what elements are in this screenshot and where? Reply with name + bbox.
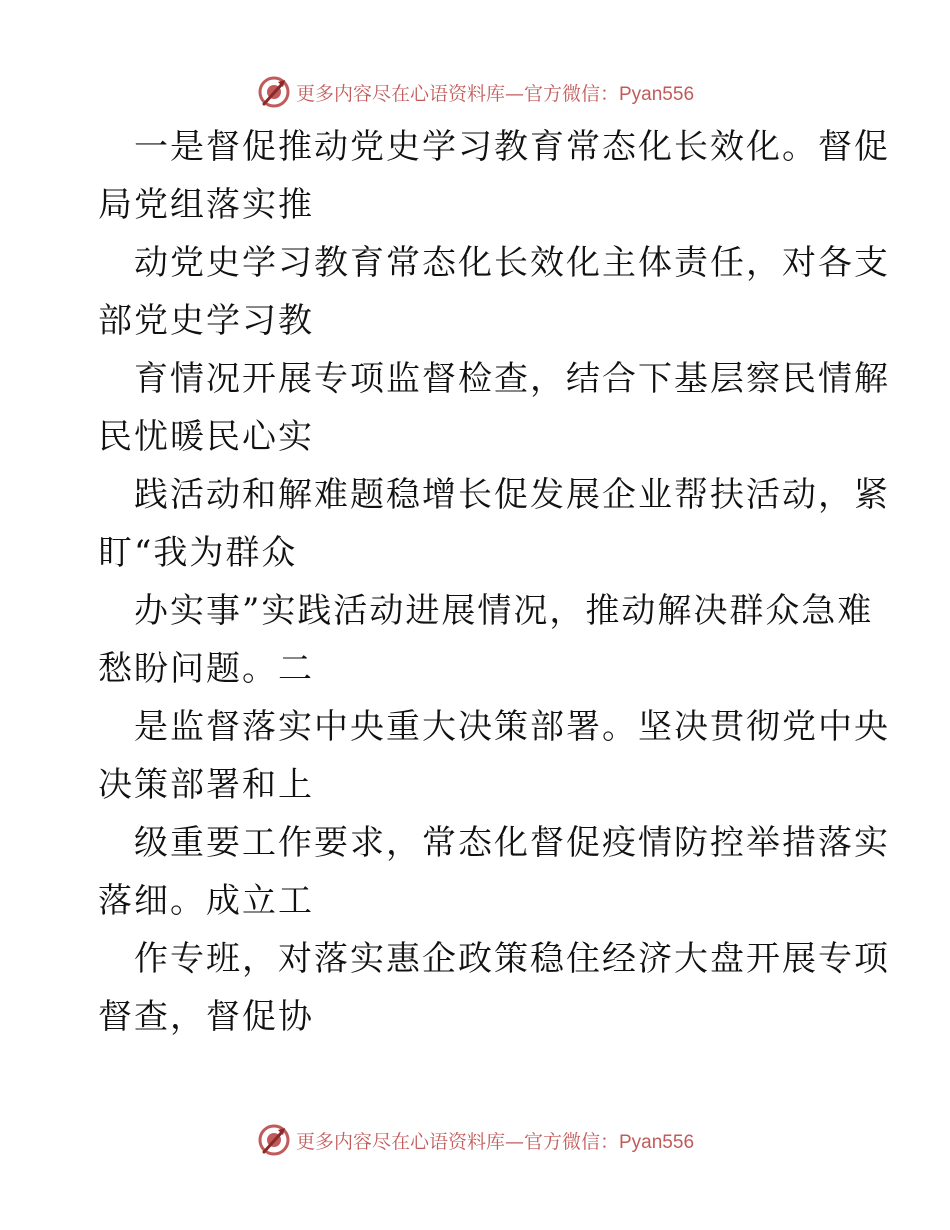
header-watermark-id: Pyan556: [619, 83, 695, 105]
body-line: 决策部署和上: [98, 765, 314, 805]
body-line: 民忧暖民心实: [98, 417, 314, 457]
body-line: 办实事”实践活动进展情况，推动解决群众急难: [134, 591, 874, 631]
body-line: 盯“我为群众: [98, 533, 298, 573]
footer-watermark-text: 更多内容尽在心语资料库—官方微信：Pyan556: [295, 1130, 695, 1153]
body-line: 督查，督促协: [98, 997, 314, 1037]
body-line: 育情况开展专项监督检查，结合下基层察民情解: [134, 359, 890, 399]
header-watermark-text: 更多内容尽在心语资料库—官方微信：Pyan556: [295, 82, 695, 105]
body-line: 一是督促推动党史学习教育常态化长效化。督促: [134, 127, 890, 167]
body-line: 践活动和解难题稳增长促发展企业帮扶活动，紧: [134, 475, 890, 515]
body-line: 愁盼问题。二: [98, 649, 314, 689]
header-watermark: [0, 72, 950, 112]
body-line: 落细。成立工: [98, 881, 314, 921]
body-line: 动党史学习教育常态化长效化主体责任，对各支: [134, 243, 890, 283]
body-line: 作专班，对落实惠企政策稳住经济大盘开展专项: [134, 939, 890, 979]
body-line: 部党史学习教: [98, 301, 314, 341]
seal-logo-icon: [256, 1122, 292, 1158]
body-line: 是监督落实中央重大决策部署。坚决贯彻党中央: [134, 707, 890, 747]
footer-watermark: [0, 1120, 950, 1160]
body-line: 级重要工作要求，常态化督促疫情防控举措落实: [134, 823, 890, 863]
seal-logo-icon: [256, 74, 292, 110]
body-line: 局党组落实推: [98, 185, 314, 225]
footer-watermark-id: Pyan556: [619, 1131, 695, 1153]
document-body: [98, 118, 890, 1046]
